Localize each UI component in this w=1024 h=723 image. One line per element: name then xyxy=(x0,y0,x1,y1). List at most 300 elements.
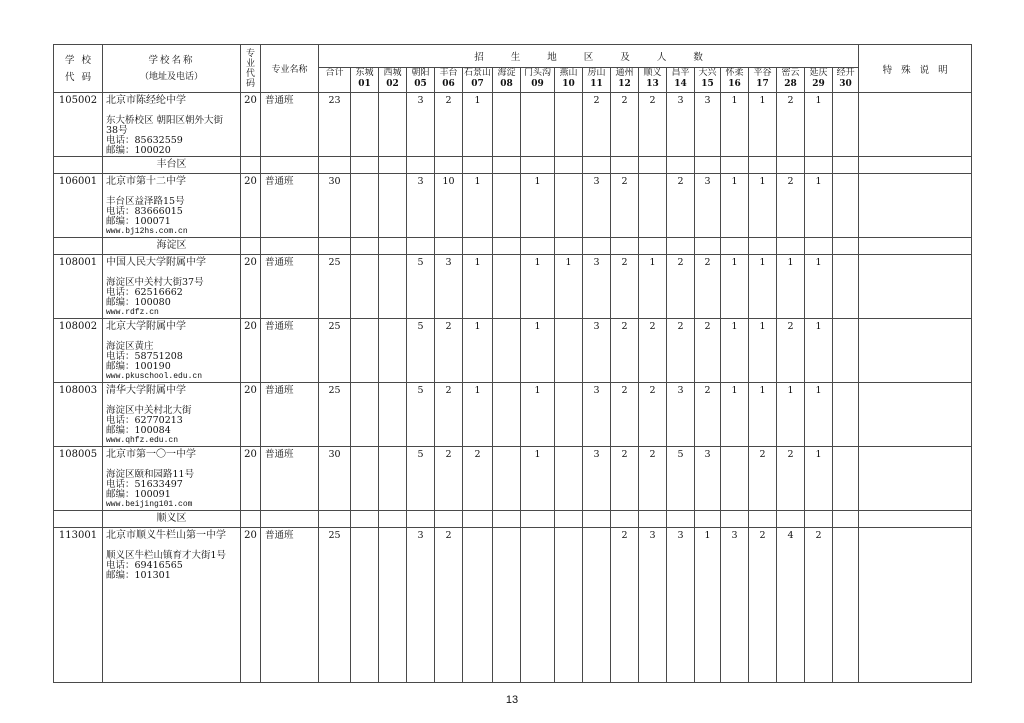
empty-cell xyxy=(407,157,435,174)
empty-cell xyxy=(435,157,463,174)
empty-cell xyxy=(805,238,833,255)
empty-cell xyxy=(407,238,435,255)
major-code: 20 xyxy=(241,255,261,319)
empty-cell xyxy=(54,511,103,528)
count-02 xyxy=(379,93,407,157)
school-row xyxy=(54,255,972,319)
empty-cell xyxy=(805,157,833,174)
major-name: 普通班 xyxy=(261,174,319,238)
empty-cell xyxy=(407,511,435,528)
page-number: 13 xyxy=(505,694,519,706)
header-district-30 xyxy=(833,68,859,93)
header-district-05 xyxy=(407,68,435,93)
empty-cell xyxy=(859,238,972,255)
section-row xyxy=(54,157,972,174)
empty-cell xyxy=(379,511,407,528)
count-28: 1 xyxy=(777,383,805,447)
count-08 xyxy=(493,93,521,157)
header-school-name-line2: （地址及电话） xyxy=(139,71,203,82)
count-16: 3 xyxy=(721,528,749,683)
empty-cell xyxy=(721,157,749,174)
district-name: 平谷 xyxy=(753,68,772,78)
empty-cell xyxy=(379,238,407,255)
major-code: 20 xyxy=(241,319,261,383)
count-11 xyxy=(583,528,611,683)
address-line: 丰台区益泽路15号 xyxy=(106,196,185,207)
count-29: 1 xyxy=(805,93,833,157)
count-28: 2 xyxy=(777,93,805,157)
empty-cell xyxy=(463,238,493,255)
empty-cell xyxy=(261,238,319,255)
section-title: 海淀区 xyxy=(103,238,241,255)
website: www.bj12hs.com.cn xyxy=(106,227,188,236)
empty-cell xyxy=(555,238,583,255)
major-name: 普通班 xyxy=(261,383,319,447)
address-line: 海淀区中关村北大街 xyxy=(106,405,192,416)
count-10 xyxy=(555,447,583,511)
count-08 xyxy=(493,383,521,447)
count-11: 3 xyxy=(583,447,611,511)
section-row xyxy=(54,511,972,528)
count-11: 3 xyxy=(583,174,611,238)
empty-cell xyxy=(54,157,103,174)
postcode: 邮编：100190 xyxy=(106,361,171,372)
major-name: 普通班 xyxy=(261,255,319,319)
empty-cell xyxy=(611,238,639,255)
count-10 xyxy=(555,174,583,238)
section-row xyxy=(54,238,972,255)
district-name: 西城 xyxy=(383,68,402,78)
empty-cell xyxy=(859,511,972,528)
school-contact xyxy=(106,197,240,237)
count-30 xyxy=(833,319,859,383)
count-14: 2 xyxy=(667,255,695,319)
school-name: 中国人民大学附属中学 xyxy=(106,257,206,268)
count-09: 1 xyxy=(521,174,555,238)
empty-cell xyxy=(435,511,463,528)
count-11: 3 xyxy=(583,319,611,383)
header-school-code xyxy=(54,45,103,93)
count-14: 3 xyxy=(667,93,695,157)
count-30 xyxy=(833,174,859,238)
header-row-1 xyxy=(54,45,972,68)
special-notes-cell xyxy=(859,319,972,383)
website: www.pkuschool.edu.cn xyxy=(106,372,203,381)
empty-cell xyxy=(241,157,261,174)
major-code: 20 xyxy=(241,174,261,238)
count-16 xyxy=(721,447,749,511)
count-29: 1 xyxy=(805,319,833,383)
count-13: 2 xyxy=(639,383,667,447)
count-09: 1 xyxy=(521,383,555,447)
count-06: 2 xyxy=(435,528,463,683)
district-name: 大兴 xyxy=(698,68,717,78)
header-school-code-line2: 代 码 xyxy=(64,71,92,83)
major-code: 20 xyxy=(241,383,261,447)
empty-cell xyxy=(583,238,611,255)
header-total xyxy=(319,68,351,93)
count-28: 2 xyxy=(777,319,805,383)
count-14: 3 xyxy=(667,383,695,447)
postcode: 邮编：100080 xyxy=(106,297,171,308)
district-name: 怀柔 xyxy=(725,68,744,78)
empty-cell xyxy=(667,157,695,174)
district-name: 东城 xyxy=(355,68,374,78)
count-12: 2 xyxy=(611,383,639,447)
empty-cell xyxy=(241,238,261,255)
district-code: 09 xyxy=(531,79,544,89)
count-15: 2 xyxy=(695,255,721,319)
phone: 电话：51633497 xyxy=(106,479,183,490)
empty-cell xyxy=(639,157,667,174)
district-code: 01 xyxy=(358,79,371,89)
header-district-10 xyxy=(555,68,583,93)
count-05: 3 xyxy=(407,174,435,238)
empty-cell xyxy=(555,511,583,528)
school-info-cell xyxy=(103,93,241,157)
header-district-11 xyxy=(583,68,611,93)
empty-cell xyxy=(639,238,667,255)
count-10 xyxy=(555,93,583,157)
count-15: 2 xyxy=(695,383,721,447)
count-total: 23 xyxy=(319,93,351,157)
count-13 xyxy=(639,174,667,238)
count-17: 1 xyxy=(749,319,777,383)
district-name: 朝阳 xyxy=(411,68,430,78)
empty-cell xyxy=(859,157,972,174)
school-contact xyxy=(106,406,240,446)
count-08 xyxy=(493,174,521,238)
district-name: 门头沟 xyxy=(523,68,551,78)
header-district-12 xyxy=(611,68,639,93)
count-06: 2 xyxy=(435,383,463,447)
special-notes-cell xyxy=(859,255,972,319)
header-school-name xyxy=(103,45,241,93)
website: www.qhfz.edu.cn xyxy=(106,436,179,445)
count-07: 1 xyxy=(463,255,493,319)
count-10 xyxy=(555,319,583,383)
district-name: 海淀 xyxy=(497,68,516,78)
count-total: 25 xyxy=(319,255,351,319)
school-row xyxy=(54,93,972,157)
count-29: 2 xyxy=(805,528,833,683)
count-08 xyxy=(493,255,521,319)
count-01 xyxy=(351,447,379,511)
website: www.beijing101.com xyxy=(106,500,193,509)
count-17: 2 xyxy=(749,447,777,511)
special-notes-cell xyxy=(859,383,972,447)
empty-cell xyxy=(463,511,493,528)
empty-cell xyxy=(749,238,777,255)
header-special-notes: 特 殊 说 明 xyxy=(859,45,972,93)
empty-cell xyxy=(379,157,407,174)
count-17: 1 xyxy=(749,383,777,447)
empty-cell xyxy=(521,157,555,174)
district-code: 29 xyxy=(812,79,825,89)
count-06: 2 xyxy=(435,319,463,383)
count-02 xyxy=(379,255,407,319)
header-district-17 xyxy=(749,68,777,93)
school-code: 108002 xyxy=(54,319,103,383)
count-17: 2 xyxy=(749,528,777,683)
empty-cell xyxy=(261,157,319,174)
header-regions-title: 招 生 地 区 及 人 数 xyxy=(319,45,859,68)
count-05: 5 xyxy=(407,383,435,447)
empty-cell xyxy=(319,511,351,528)
count-29: 1 xyxy=(805,255,833,319)
count-16: 1 xyxy=(721,319,749,383)
empty-cell xyxy=(555,157,583,174)
empty-cell xyxy=(351,238,379,255)
count-01 xyxy=(351,319,379,383)
empty-cell xyxy=(351,511,379,528)
school-name: 北京市顺义牛栏山第一中学 xyxy=(106,530,226,541)
school-contact xyxy=(106,116,240,156)
count-15: 2 xyxy=(695,319,721,383)
header-major-name: 专业名称 xyxy=(261,45,319,93)
school-row xyxy=(54,528,972,683)
header-district-16 xyxy=(721,68,749,93)
enrollment-table xyxy=(53,44,972,683)
empty-cell xyxy=(319,238,351,255)
phone: 电话：62770213 xyxy=(106,415,183,426)
school-name: 北京市第一〇一中学 xyxy=(106,449,196,460)
count-07: 1 xyxy=(463,319,493,383)
phone: 电话：83666015 xyxy=(106,206,183,217)
empty-cell xyxy=(261,511,319,528)
empty-cell xyxy=(667,511,695,528)
header-district-07 xyxy=(463,68,493,93)
header-district-02 xyxy=(379,68,407,93)
district-code: 06 xyxy=(442,79,455,89)
empty-cell xyxy=(583,157,611,174)
address-line: 海淀区中关村大街37号 xyxy=(106,277,204,288)
count-15: 3 xyxy=(695,447,721,511)
count-29: 1 xyxy=(805,383,833,447)
count-12: 2 xyxy=(611,255,639,319)
empty-cell xyxy=(611,511,639,528)
count-09 xyxy=(521,528,555,683)
count-29: 1 xyxy=(805,447,833,511)
count-12: 2 xyxy=(611,174,639,238)
school-code: 105002 xyxy=(54,93,103,157)
school-name: 清华大学附属中学 xyxy=(106,385,186,396)
empty-cell xyxy=(777,511,805,528)
count-06: 3 xyxy=(435,255,463,319)
empty-cell xyxy=(833,238,859,255)
count-07: 1 xyxy=(463,174,493,238)
count-13: 2 xyxy=(639,319,667,383)
count-16: 1 xyxy=(721,383,749,447)
major-code: 20 xyxy=(241,447,261,511)
count-08 xyxy=(493,447,521,511)
empty-cell xyxy=(611,157,639,174)
district-code: 30 xyxy=(839,79,852,89)
count-09 xyxy=(521,93,555,157)
count-30 xyxy=(833,383,859,447)
major-name: 普通班 xyxy=(261,528,319,683)
empty-cell xyxy=(351,157,379,174)
district-code: 12 xyxy=(618,79,631,89)
special-notes-cell xyxy=(859,93,972,157)
count-12: 2 xyxy=(611,93,639,157)
count-total: 25 xyxy=(319,528,351,683)
count-11: 3 xyxy=(583,383,611,447)
header-district-15 xyxy=(695,68,721,93)
postcode: 邮编：100091 xyxy=(106,489,171,500)
district-name: 通州 xyxy=(615,68,634,78)
empty-cell xyxy=(463,157,493,174)
count-02 xyxy=(379,319,407,383)
school-contact xyxy=(106,470,240,510)
district-code: 07 xyxy=(471,79,484,89)
address-line: 海淀区黄庄 xyxy=(106,341,154,352)
school-info-cell xyxy=(103,319,241,383)
school-row xyxy=(54,383,972,447)
count-17: 1 xyxy=(749,174,777,238)
count-09: 1 xyxy=(521,255,555,319)
special-notes-cell xyxy=(859,447,972,511)
school-name: 北京市陈经纶中学 xyxy=(106,95,186,106)
table-header xyxy=(54,45,972,93)
empty-cell xyxy=(695,157,721,174)
count-10: 1 xyxy=(555,255,583,319)
header-total-label: 合计 xyxy=(325,68,344,78)
school-contact xyxy=(106,551,240,581)
district-name: 石景山 xyxy=(463,68,491,78)
header-district-01 xyxy=(351,68,379,93)
address-line: 海淀区颐和园路11号 xyxy=(106,469,195,480)
empty-cell xyxy=(695,238,721,255)
count-08 xyxy=(493,319,521,383)
major-name: 普通班 xyxy=(261,319,319,383)
empty-cell xyxy=(721,511,749,528)
empty-cell xyxy=(749,511,777,528)
count-09: 1 xyxy=(521,319,555,383)
school-info-cell xyxy=(103,447,241,511)
header-district-13 xyxy=(639,68,667,93)
school-info-cell xyxy=(103,255,241,319)
count-01 xyxy=(351,528,379,683)
count-total: 25 xyxy=(319,383,351,447)
count-13: 1 xyxy=(639,255,667,319)
count-07: 1 xyxy=(463,93,493,157)
count-30 xyxy=(833,255,859,319)
empty-cell xyxy=(777,238,805,255)
count-08 xyxy=(493,528,521,683)
empty-cell xyxy=(695,511,721,528)
district-name: 密云 xyxy=(781,68,800,78)
phone: 电话：62516662 xyxy=(106,287,183,298)
school-info-cell xyxy=(103,383,241,447)
count-14: 2 xyxy=(667,319,695,383)
district-code: 02 xyxy=(386,79,399,89)
empty-cell xyxy=(833,157,859,174)
header-district-28 xyxy=(777,68,805,93)
header-district-29 xyxy=(805,68,833,93)
empty-cell xyxy=(521,238,555,255)
district-code: 15 xyxy=(701,79,714,89)
count-17: 1 xyxy=(749,255,777,319)
empty-cell xyxy=(241,511,261,528)
count-06: 10 xyxy=(435,174,463,238)
count-07: 1 xyxy=(463,383,493,447)
district-code: 17 xyxy=(756,79,769,89)
count-16: 1 xyxy=(721,174,749,238)
count-14: 3 xyxy=(667,528,695,683)
count-12: 2 xyxy=(611,528,639,683)
count-30 xyxy=(833,93,859,157)
major-code: 20 xyxy=(241,93,261,157)
section-title: 丰台区 xyxy=(103,157,241,174)
count-02 xyxy=(379,174,407,238)
school-row xyxy=(54,447,972,511)
count-29: 1 xyxy=(805,174,833,238)
postcode: 邮编：100071 xyxy=(106,216,171,227)
empty-cell xyxy=(435,238,463,255)
count-10 xyxy=(555,528,583,683)
count-17: 1 xyxy=(749,93,777,157)
school-code: 108005 xyxy=(54,447,103,511)
table-body xyxy=(54,93,972,683)
count-07: 2 xyxy=(463,447,493,511)
header-school-code-line1: 学 校 xyxy=(64,54,92,66)
special-notes-cell xyxy=(859,174,972,238)
school-info-cell xyxy=(103,528,241,683)
empty-cell xyxy=(833,511,859,528)
school-info-cell xyxy=(103,174,241,238)
count-12: 2 xyxy=(611,319,639,383)
count-01 xyxy=(351,93,379,157)
school-code: 106001 xyxy=(54,174,103,238)
empty-cell xyxy=(721,238,749,255)
empty-cell xyxy=(749,157,777,174)
count-13: 2 xyxy=(639,447,667,511)
empty-cell xyxy=(521,511,555,528)
special-notes-cell xyxy=(859,528,972,683)
school-code: 108001 xyxy=(54,255,103,319)
count-07 xyxy=(463,528,493,683)
empty-cell xyxy=(493,157,521,174)
district-name: 昌平 xyxy=(671,68,690,78)
empty-cell xyxy=(54,238,103,255)
district-name: 经开 xyxy=(836,68,855,78)
school-name: 北京市第十二中学 xyxy=(106,176,186,187)
count-13: 3 xyxy=(639,528,667,683)
count-28: 2 xyxy=(777,447,805,511)
count-16: 1 xyxy=(721,255,749,319)
postcode: 邮编：100020 xyxy=(106,145,171,156)
major-code: 20 xyxy=(241,528,261,683)
count-01 xyxy=(351,174,379,238)
empty-cell xyxy=(777,157,805,174)
phone: 电话：58751208 xyxy=(106,351,183,362)
count-10 xyxy=(555,383,583,447)
district-name: 顺义 xyxy=(643,68,662,78)
postcode: 邮编：101301 xyxy=(106,570,171,581)
count-14: 2 xyxy=(667,174,695,238)
header-district-09 xyxy=(521,68,555,93)
district-code: 05 xyxy=(414,79,427,89)
empty-cell xyxy=(639,511,667,528)
count-16: 1 xyxy=(721,93,749,157)
count-15: 1 xyxy=(695,528,721,683)
count-05: 3 xyxy=(407,528,435,683)
header-major-code-label: 专业代码 xyxy=(245,48,255,89)
count-30 xyxy=(833,528,859,683)
count-total: 25 xyxy=(319,319,351,383)
count-30 xyxy=(833,447,859,511)
